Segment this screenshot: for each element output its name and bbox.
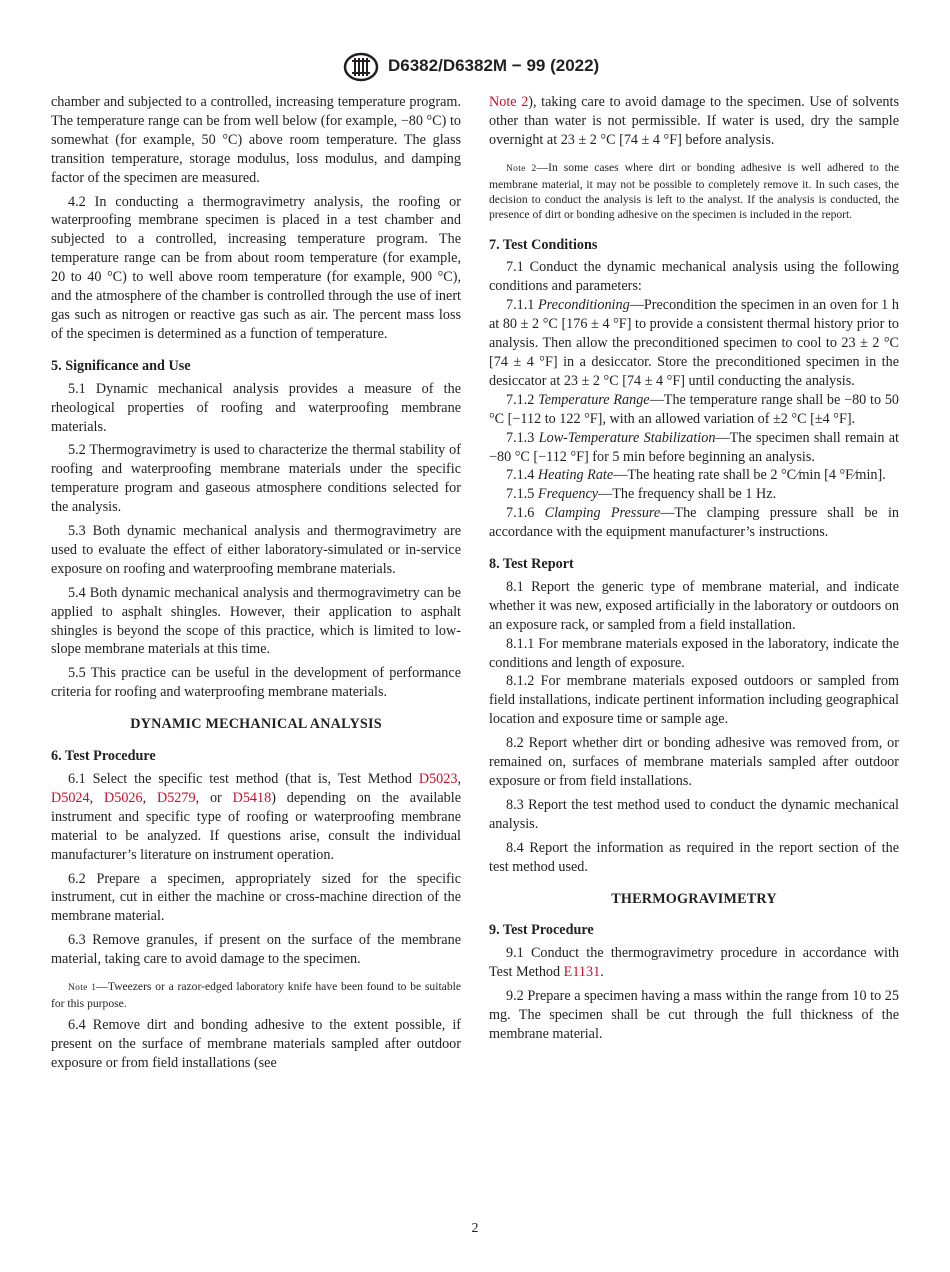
section-8-heading: 8. Test Report [489,556,574,573]
paragraph-6-2: 6.2 Prepare a specimen, appropriately sized for the specific instrument, cut in either the machine or cross-machine direction of the membrane material. [51,870,461,925]
paragraph-6-4: 6.4 Remove dirt and bonding adhesive to the extent possible, if present on the surface of membrane materials sampled after outdoor exposure or from field installations (see [51,1017,461,1072]
clause-term: Low-Temperature Stabilization [538,429,716,446]
separator: , [142,789,157,806]
separator: , [89,789,104,806]
note-2-text: —In some cases where dirt or bonding adhesive is well adhered to the membrane material, it may not be possible to completely remove it. In such cases, the decision to conduct the analysis is left to the analyst. If the analysis is conducted, the presence of dirt or bonding adhesive on the specimen is included in the report. [489,160,899,222]
paragraph-5-2: 5.2 Thermogravimetry is used to characterize the thermal stability of roofing and waterproofing membrane materials under the specific temperature program and gaseous atmosphere conditions selected for the analysis. [51,442,461,516]
note-2-link[interactable]: Note 2 [489,94,529,110]
clause-number: 7.1.6 [506,505,545,522]
paragraph-4-1-continued: chamber and subjected to a controlled, increasing temperature program. The temperature range can be from well below (for example, −80 °C) to somewhat (for example, 50 °C) above room temperature. The glass transition temperature, storage modulus, loss modulus, and damping factor of the specimen are measured. [51,94,461,186]
paragraph-6-4-continued [489,93,899,150]
paragraph-5-4: 5.4 Both dynamic mechanical analysis and thermogravimetry can be applied to asphalt shingles. However, their application to asphalt shingles is beyond the scope of this practice, which is limited to low-slope membrane materials at this time. [51,584,461,658]
separator: , [457,771,461,787]
note-1 [51,979,461,1011]
paragraph-9-1-text-a: 9.1 Conduct the thermogravimetry procedure in accordance with Test Method [489,945,899,981]
document-designation: D6382/D6382M − 99 (2022) [388,56,600,75]
paragraph-7-1-1 [489,296,899,391]
ref-link-d5279[interactable]: D5279 [156,789,196,806]
paragraph-7-1-4 [489,466,899,485]
dma-heading: DYNAMIC MECHANICAL ANALYSIS [130,716,382,733]
paragraph-6-1-text-b: ) depending on the available instrument and specific type of roofing or waterproofing membrane material to be analyzed. If questions arise, consult the individual manufacturer’s literature on instrument operation. [51,789,462,863]
ref-link-d5024[interactable]: D5024 [51,789,90,806]
paragraph-5-1: 5.1 Dynamic mechanical analysis provides a measure of the rheological properties of roofing and waterproofing membrane materials. [51,380,461,435]
paragraph-6-1 [51,770,461,865]
note-1-label: Note 1 [68,983,97,994]
paragraph-7-1-6 [489,504,899,542]
section-7-heading: 7. Test Conditions [489,236,598,253]
paragraph-5-3: 5.3 Both dynamic mechanical analysis and thermogravimetry are used to evaluate the effect of either laboratory-simulated or in-service exposure on roofing and waterproofing membrane materials. [51,523,461,577]
paragraph-8-1-1: 8.1.1 For membrane materials exposed in the laboratory, indicate the conditions and length of exposure. [489,635,899,671]
right-column [489,93,899,1044]
ref-link-d5418[interactable]: D5418 [232,789,272,806]
page-header [0,50,950,86]
clause-text: —Precondition the specimen in an oven for 1 h at 80 ± 2 °C [176 ± 4 °F] to provide a consistent thermal history prior to analysis. Then allow the preconditioned specimen to cool to 23 ± 2 °C [74 ± 4 °F] in a desiccator. Store the preconditioned specimen in the desiccator at 23 ± 2 °C [74 ± 4 °F] until conducting the analysis. [489,297,899,389]
ref-link-d5023[interactable]: D5023 [418,771,458,787]
section-6-heading: 6. Test Procedure [51,748,156,765]
ref-link-e1131[interactable]: E1131 [563,964,601,981]
clause-number: 7.1.1 [506,297,538,314]
paragraph-8-1-2: 8.1.2 For membrane materials exposed outdoors or sampled from field installations, indicate pertinent information including geographical location and exposure time or sample age. [489,673,899,728]
clause-text: —The heating rate shall be 2 °C⁄min [4 °F⁄min]. [613,467,886,484]
paragraph-4-2: 4.2 In conducting a thermogravimetry analysis, the roofing or waterproofing membrane specimen is placed in a test chamber and subjected to a controlled, increasing temperature program. The temperature range can be from about room temperature (for example, 20 to 40 °C) to well above room temperature (for example, 900 °C), and the atmosphere of the chamber is controlled through the use of inert gas such as nitrogen or reactive gas such as air. The percent mass loss of the specimen is determined as a function of temperature. [51,193,461,342]
paragraph-7-1-2 [489,391,899,429]
paragraph-9-1-text-b: . [600,964,604,981]
paragraph-9-2: 9.2 Prepare a specimen having a mass within the range from 10 to 25 mg. The specimen shall be cut through the full thickness of the membrane material. [489,988,899,1042]
astm-logo-icon [343,52,379,82]
paragraph-7-1-5 [489,485,899,504]
section-5-heading: 5. Significance and Use [51,357,191,374]
page-number: 2 [471,1221,479,1236]
clause-text: —The specimen shall remain at −80 °C [−112 °F] for 5 min before beginning an analysis. [489,429,900,465]
clause-term: Preconditioning [538,297,630,314]
paragraph-6-3: 6.3 Remove granules, if present on the surface of the membrane material, taking care to avoid damage to the specimen. [51,932,461,968]
clause-text: —The frequency shall be 1 Hz. [598,486,777,503]
note-2-label: Note 2 [506,163,537,174]
clause-text: —The clamping pressure shall be in accordance with the equipment manufacturer’s instructions. [489,505,899,541]
paragraph-5-5: 5.5 This practice can be useful in the development of performance criteria for roofing and waterproofing membrane materials. [51,665,461,701]
paragraph-6-1-text-a: 6.1 Select the specific test method (that is, Test Method [68,771,419,787]
note-1-text: —Tweezers or a razor-edged laboratory knife have been found to be suitable for this purpose. [51,980,461,1011]
clause-number: 7.1.5 [506,486,538,503]
left-column [51,93,461,1073]
clause-term: Frequency [537,486,599,503]
thermogravimetry-heading: THERMOGRAVIMETRY [611,890,777,907]
note-2 [489,160,899,223]
paragraph-9-1 [489,944,899,982]
clause-text: —The temperature range shall be −80 to 50 °C [−112 to 122 °F], with an allowed variation of ±2 °C [±4 °F]. [489,391,900,427]
paragraph-8-3: 8.3 Report the test method used to conduct the dynamic mechanical analysis. [489,796,899,832]
paragraph-8-2: 8.2 Report whether dirt or bonding adhesive was removed from, or remained on, surfaces of membrane materials sampled after outdoor exposure or from field installations. [489,735,899,789]
section-9-heading: 9. Test Procedure [489,922,594,939]
clause-number: 7.1.3 [506,429,539,446]
clause-term: Clamping Pressure [544,505,661,522]
clause-term: Heating Rate [537,467,614,484]
paragraph-8-1: 8.1 Report the generic type of membrane material, and indicate whether it was new, exposed artificially in the laboratory or outdoors on an exposure rack, or sampled from a field installation. [489,578,899,633]
clause-term: Temperature Range [538,391,650,408]
separator: , or [195,789,233,806]
paragraph-7-1: 7.1 Conduct the dynamic mechanical analysis using the following conditions and parameters: [489,259,899,295]
paragraph-7-1-3 [489,429,899,467]
paragraph-8-4: 8.4 Report the information as required in the report section of the test method used. [489,839,899,875]
ref-link-d5026[interactable]: D5026 [103,789,143,806]
paragraph-6-4-continued-text: ), taking care to avoid damage to the specimen. Use of solvents other than water is not permissible. If water is used, dry the sample overnight at 23 ± 2 °C [74 ± 4 °F] before analysis. [489,94,899,148]
clause-number: 7.1.4 [506,467,538,484]
clause-number: 7.1.2 [506,391,539,408]
